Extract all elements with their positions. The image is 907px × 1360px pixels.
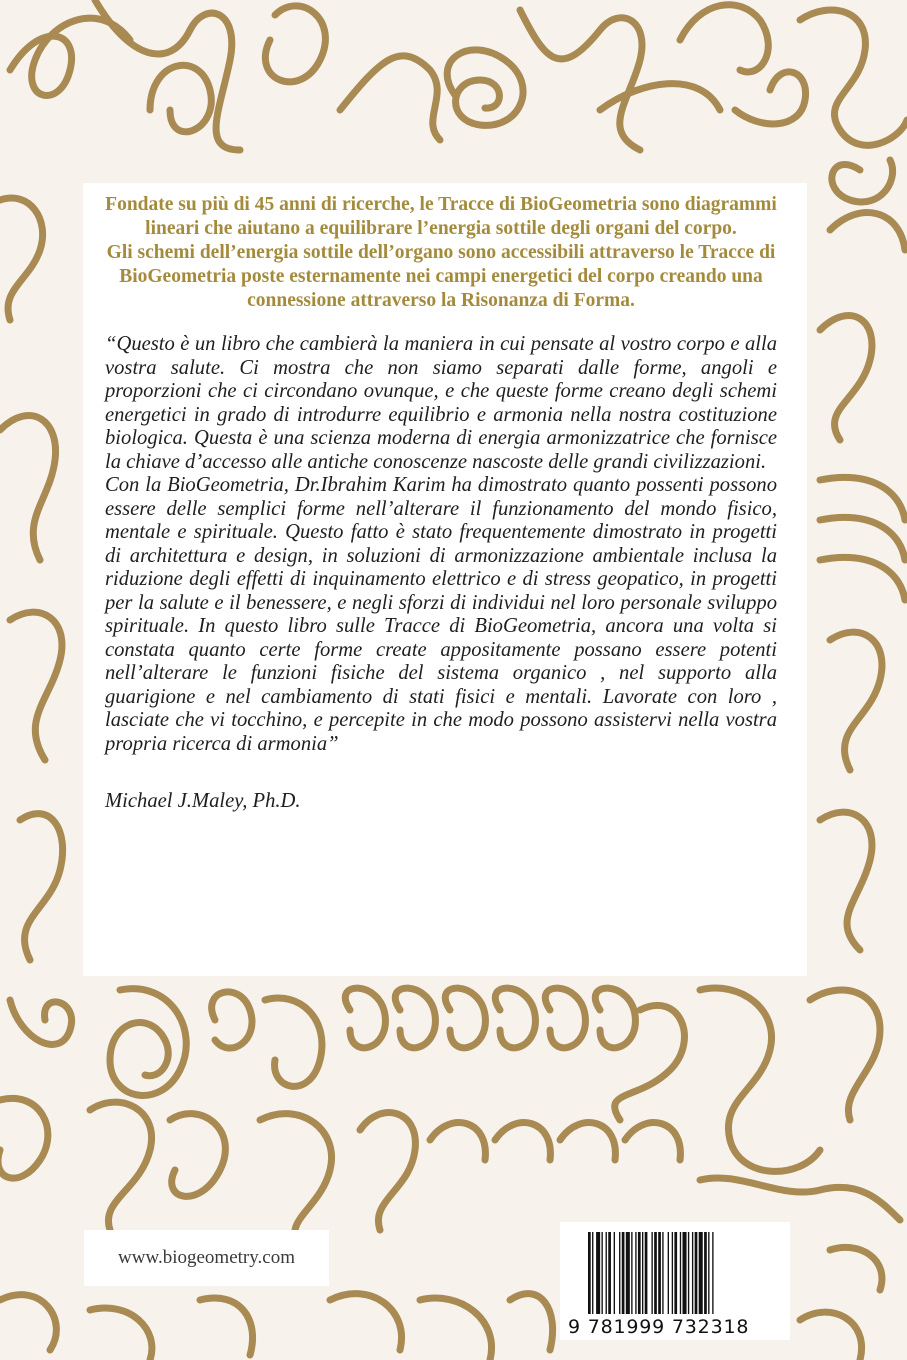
quote-signature: Michael J.Maley, Ph.D. <box>105 790 301 813</box>
intro-paragraph-2: Gli schemi dell’energia sottile dell’organo sono accessibili attraverso le Tracce di BioGeometria poste esternamente nei campi energetici del corpo creando una connessione attraverso la Risonanza di Forma. <box>106 242 776 312</box>
barcode-bar <box>645 1232 648 1314</box>
barcode-bar <box>668 1232 669 1314</box>
barcode-bar <box>658 1232 661 1314</box>
barcode-bar <box>651 1232 652 1314</box>
barcode-bar <box>712 1232 713 1314</box>
testimonial-quote <box>105 333 777 756</box>
website-url: www.biogeometry.com <box>118 1247 295 1268</box>
barcode-bar <box>654 1232 657 1314</box>
barcode-bar <box>708 1232 709 1314</box>
barcode-bar <box>619 1232 620 1314</box>
isbn-barcode-box <box>560 1222 790 1340</box>
barcode-bar <box>608 1232 611 1314</box>
barcode-bar <box>606 1232 607 1314</box>
barcode-bar <box>674 1232 677 1314</box>
barcode-bar <box>662 1232 663 1314</box>
barcode-bar <box>695 1232 698 1314</box>
barcode-bar <box>592 1232 593 1314</box>
barcode-bar <box>672 1232 673 1314</box>
barcode-bar <box>680 1232 681 1314</box>
intro-text <box>105 193 777 313</box>
website-label <box>84 1230 329 1286</box>
barcode-bar <box>631 1232 632 1314</box>
quote-paragraph-2: Con la BioGeometria, Dr.Ibrahim Karim ha dimostrato quanto possenti possono essere delle semplici forme nell’alterare il funzionamento del mondo fisico, mentale e spirituale. Questo fatto è stato frequentemente dimostrato in progetti di architettura e design, in soluzioni di armonizzazione ambientale inclusa la riduzione degli effetti di inquinamento elettrico e di stress geopatico, in progetti per la salute e il benessere, e negli sforzi di individui nel loro personale sviluppo spirituale. In questo libro sulle Tracce di BioGeometria, ancora una volta si constata quanto certe forme create appositamente possano essere potenti nell’alterare le funzioni fisiche del sistema organico , nel supporto alla guarigione e nel cambiamento di stati fisici e mentali. Lavorate con loro , lasciate che vi tocchino, e percepite in che modo possono assistervi nella vostra propria ricerca di armonia” <box>105 474 777 755</box>
description-panel <box>83 183 807 976</box>
isbn-number: 9 781999 732318 <box>568 1316 750 1338</box>
barcode-bar <box>638 1232 641 1314</box>
barcode-bar <box>588 1232 591 1314</box>
barcode-bar <box>635 1232 636 1314</box>
barcode-bar <box>614 1232 615 1314</box>
barcode-bar <box>602 1232 603 1314</box>
barcode-bar <box>642 1232 643 1314</box>
barcode-bar <box>692 1232 693 1314</box>
barcode-bar <box>699 1232 703 1314</box>
barcode-bar <box>622 1232 625 1314</box>
barcode-graphic <box>588 1232 758 1314</box>
intro-paragraph-1: Fondate su più di 45 anni di ricerche, le Tracce di BioGeometria sono diagrammi lineari che aiutano a equilibrare l’energia sottile degli organi del corpo. <box>105 194 777 240</box>
barcode-bar <box>683 1232 687 1314</box>
barcode-bar <box>626 1232 630 1314</box>
quote-paragraph-1: “Questo è un libro che cambierà la maniera in cui pensate al vostro corpo e alla vostra salute. Ci mostra che non siamo separati dalle forme, angoli e proporzioni che ci circondano ovunque, e che queste forme creano degli schemi energetici in grado di introdurre equilibrio e armonia nella nostra costituzione biologica. Questa è una scienza moderna di energia armonizzatrice che fornisce la chiave d’accesso alle antiche conoscenze nascoste delle grandi civilizzazioni. <box>105 333 777 473</box>
barcode-bar <box>704 1232 707 1314</box>
barcode-bar <box>596 1232 600 1314</box>
barcode-bar <box>688 1232 689 1314</box>
